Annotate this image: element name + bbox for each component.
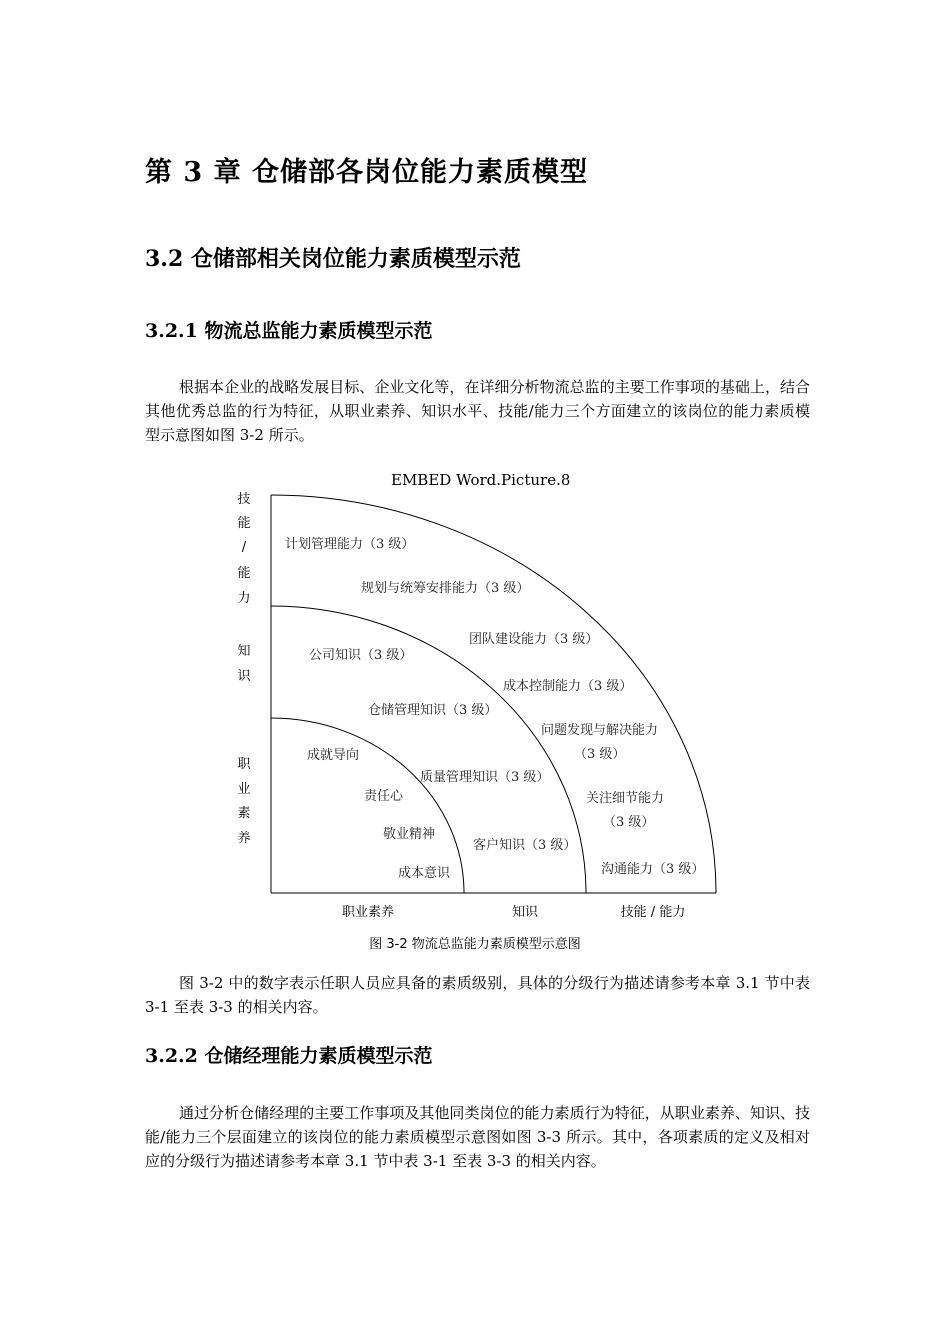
embed-field-code: EMBED Word.Picture.8: [391, 471, 571, 489]
section-title: 3.2 仓储部相关岗位能力素质模型示范: [145, 246, 521, 272]
professional-item: 责任心: [364, 789, 404, 804]
professional-item: 敬业精神: [383, 827, 436, 842]
x-label-skill: 技能 / 能力: [620, 905, 686, 920]
intro-paragraph: 根据本企业的战略发展目标、企业文化等，在详细分析物流总监的主要工作事项的基础上，结合其他优秀总监的行为特征，从职业素养、知识水平、技能/能力三个方面建立的该岗位的能力素质模型示意图如图 3-2 所示。: [145, 378, 810, 444]
y-label-knowledge-char: 知: [237, 644, 251, 659]
skill-item: 沟通能力（3 级）: [601, 862, 705, 877]
skill-item: 计划管理能力（3 级）: [285, 537, 415, 552]
knowledge-item: 质量管理知识（3 级）: [420, 770, 550, 785]
professional-item: 成本意识: [398, 866, 451, 881]
subsection-title-logistics-director: 3.2.1 物流总监能力素质模型示范: [145, 320, 433, 342]
y-label-skill-char: 力: [237, 591, 251, 606]
y-label-skill-char: /: [241, 540, 247, 555]
skill-item: 成本控制能力（3 级）: [503, 679, 633, 694]
y-label-skill-char: 技: [237, 492, 251, 507]
skill-item: 团队建设能力（3 级）: [469, 632, 599, 647]
skill-item: （3 级）: [603, 815, 655, 830]
y-label-professional-char: 素: [237, 806, 251, 821]
skill-item: （3 级）: [574, 747, 626, 762]
skill-item: 关注细节能力: [586, 791, 665, 806]
figure-note-paragraph: 图 3-2 中的数字表示任职人员应具备的素质级别，具体的分级行为描述请参考本章 3.1 节中表 3-1 至表 3-3 的相关内容。: [145, 974, 810, 1016]
y-label-skill-char: 能: [237, 516, 251, 531]
x-label-knowledge: 知识: [511, 905, 539, 920]
y-label-professional-char: 养: [237, 831, 251, 846]
chapter-title: 第 3 章 仓储部各岗位能力素质模型: [145, 157, 588, 188]
figure-caption: 图 3-2 物流总监能力素质模型示意图: [369, 937, 581, 952]
skill-item: 规划与统筹安排能力（3 级）: [361, 581, 530, 596]
x-label-professional: 职业素养: [341, 905, 395, 920]
knowledge-item: 仓储管理知识（3 级）: [368, 703, 498, 718]
knowledge-item: 公司知识（3 级）: [309, 648, 413, 663]
y-label-professional-char: 业: [237, 782, 251, 797]
y-label-skill-char: 能: [237, 566, 251, 581]
y-label-knowledge-char: 识: [237, 669, 251, 684]
y-label-professional-char: 职: [237, 757, 251, 772]
knowledge-item: 客户知识（3 级）: [473, 838, 577, 853]
professional-item: 成就导向: [307, 748, 360, 763]
skill-item: 问题发现与解决能力: [541, 723, 659, 738]
manager-paragraph: 通过分析仓储经理的主要工作事项及其他同类岗位的能力素质行为特征，从职业素养、知识、技能/能力三个层面建立的该岗位的能力素质模型示意图如图 3-3 所示。其中，各项素质的定义及相对应的分级行为描述请参考本章 3.1 节中表 3-1 至表 3-3 的相关内容。: [145, 1104, 810, 1170]
skill-layer-arc: [271, 495, 716, 893]
subsection-title-warehouse-manager: 3.2.2 仓储经理能力素质模型示范: [145, 1045, 433, 1067]
